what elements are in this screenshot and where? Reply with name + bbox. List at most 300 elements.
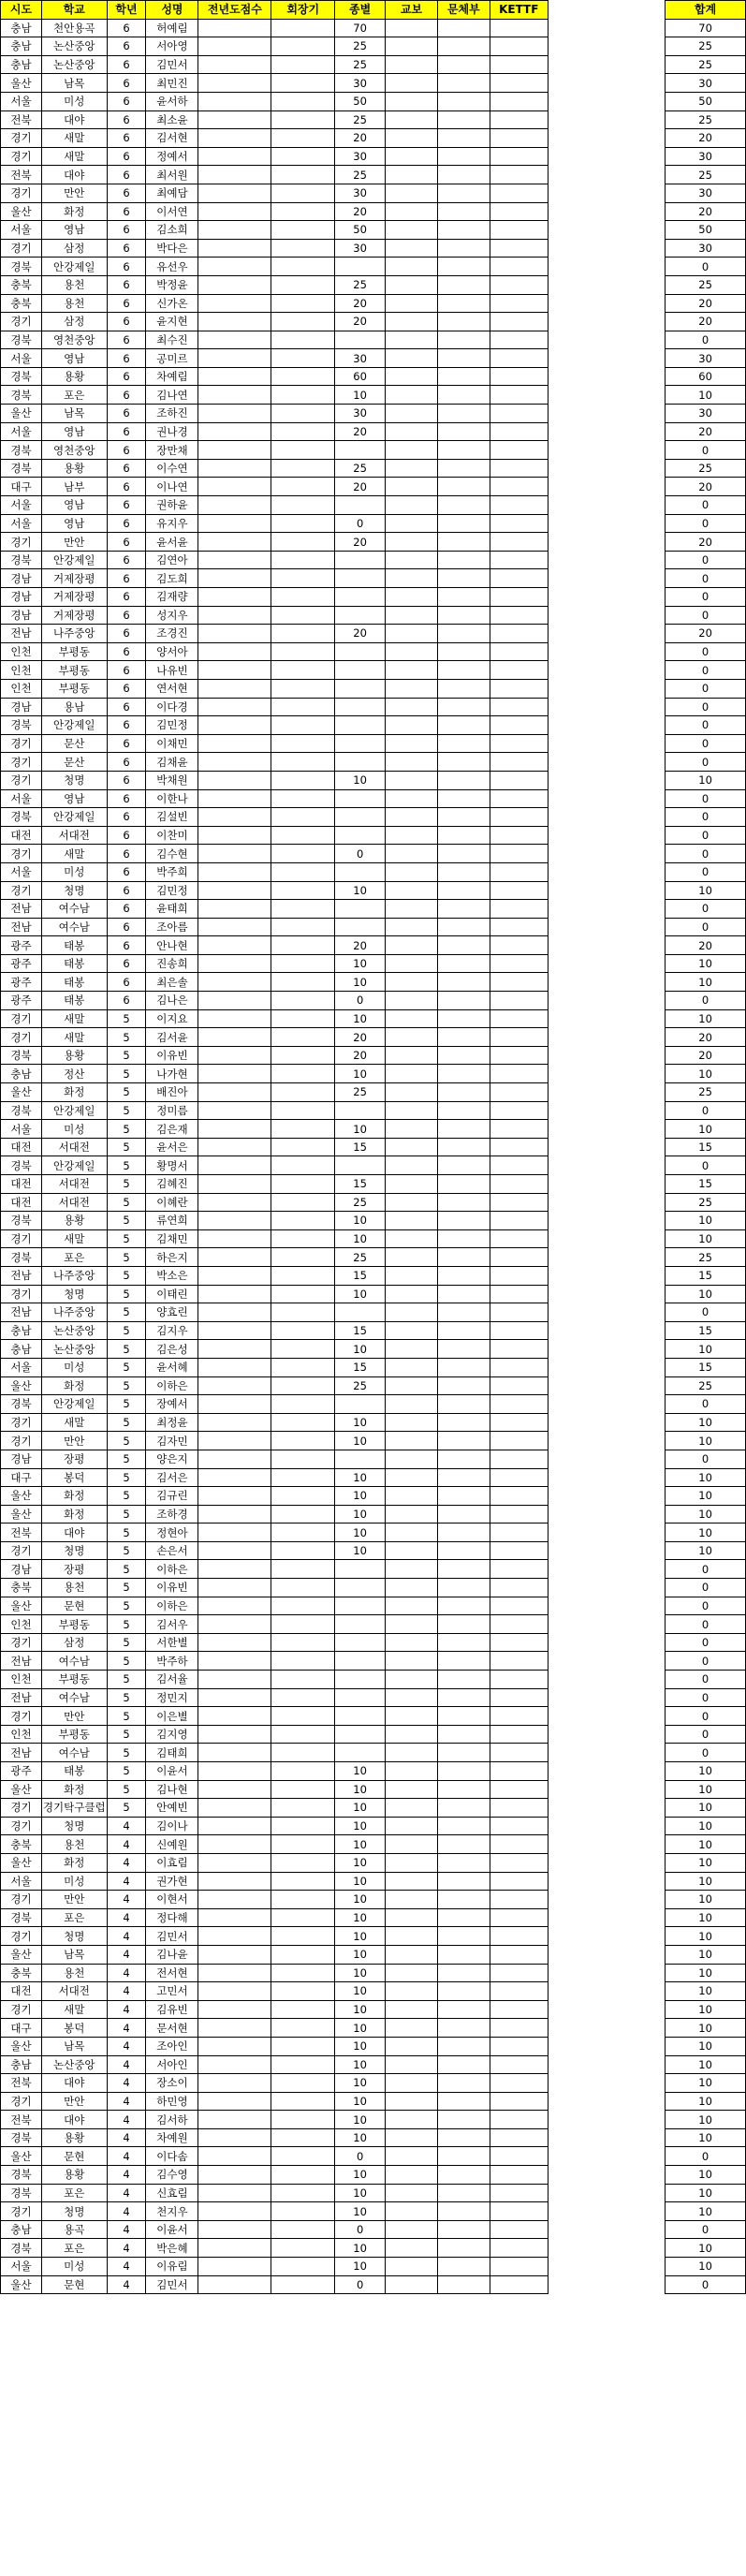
cell-kettf (490, 734, 548, 753)
column-gap (548, 679, 665, 698)
cell-ministry (437, 753, 490, 772)
cell-school: 용황 (41, 2128, 107, 2147)
cell-category: 30 (335, 239, 386, 258)
cell-name: 신예원 (146, 1835, 198, 1854)
cell-kettf (490, 881, 548, 900)
cell-kettf (490, 19, 548, 37)
cell-region: 경기 (1, 881, 42, 900)
cell-region: 전북 (1, 1524, 42, 1542)
cell-name: 최민진 (146, 74, 198, 93)
cell-region: 경기 (1, 1229, 42, 1248)
cell-school: 남목 (41, 74, 107, 93)
cell-school: 새말 (41, 147, 107, 166)
cell-school: 문현 (41, 1597, 107, 1615)
cell-category: 30 (335, 184, 386, 202)
cell-chairman-cup (271, 1340, 335, 1359)
cell-school: 나주중앙 (41, 625, 107, 643)
column-gap (548, 221, 665, 240)
cell-ministry (437, 1982, 490, 2001)
cell-ministry (437, 918, 490, 936)
cell-grade: 4 (107, 2055, 146, 2074)
cell-ministry (437, 642, 490, 661)
cell-chairman-cup (271, 441, 335, 460)
cell-total: 10 (666, 1780, 746, 1799)
cell-name: 유지우 (146, 514, 198, 533)
cell-total: 0 (666, 918, 746, 936)
column-gap (548, 19, 665, 37)
cell-school: 나주중앙 (41, 1303, 107, 1322)
header-grade: 학년 (107, 1, 146, 20)
cell-region: 울산 (1, 74, 42, 93)
cell-ministry (437, 1927, 490, 1946)
cell-grade: 4 (107, 2111, 146, 2129)
cell-kettf (490, 441, 548, 460)
table-row (1, 1046, 746, 1065)
cell-name: 성지우 (146, 606, 198, 625)
cell-kyobo (386, 367, 438, 386)
cell-region: 경남 (1, 588, 42, 607)
table-row (1, 349, 746, 368)
cell-ministry (437, 331, 490, 349)
cell-category: 60 (335, 367, 386, 386)
cell-school: 여수남 (41, 1688, 107, 1707)
cell-school: 청명 (41, 1541, 107, 1560)
cell-kyobo (386, 569, 438, 588)
cell-name: 정민지 (146, 1688, 198, 1707)
cell-ministry (437, 1725, 490, 1744)
cell-kyobo (386, 992, 438, 1010)
cell-kyobo (386, 1725, 438, 1744)
cell-prev-score (198, 1285, 271, 1303)
cell-kyobo (386, 2184, 438, 2202)
cell-chairman-cup (271, 936, 335, 955)
column-gap (548, 1908, 665, 1927)
cell-grade: 5 (107, 1101, 146, 1120)
cell-kettf (490, 918, 548, 936)
cell-total: 10 (666, 2092, 746, 2111)
cell-kettf (490, 936, 548, 955)
cell-total: 0 (666, 808, 746, 827)
cell-kyobo (386, 1340, 438, 1359)
table-row (1, 514, 746, 533)
cell-ministry (437, 1321, 490, 1340)
column-gap (548, 1303, 665, 1322)
cell-region: 경북 (1, 459, 42, 478)
cell-prev-score (198, 147, 271, 166)
cell-category: 10 (335, 1120, 386, 1139)
cell-category: 10 (335, 954, 386, 973)
cell-name: 이채민 (146, 734, 198, 753)
cell-chairman-cup (271, 661, 335, 680)
cell-prev-score (198, 1229, 271, 1248)
cell-school: 화정 (41, 1083, 107, 1102)
cell-school: 만안 (41, 533, 107, 552)
cell-grade: 6 (107, 954, 146, 973)
cell-name: 조아인 (146, 2037, 198, 2055)
cell-ministry (437, 1083, 490, 1102)
cell-prev-score (198, 405, 271, 423)
cell-kettf (490, 1138, 548, 1156)
column-gap (548, 1744, 665, 1762)
cell-prev-score (198, 349, 271, 368)
cell-kyobo (386, 1266, 438, 1285)
cell-grade: 4 (107, 1908, 146, 1927)
cell-name: 김나윤 (146, 1945, 198, 1964)
cell-chairman-cup (271, 1009, 335, 1028)
cell-grade: 6 (107, 918, 146, 936)
cell-total: 20 (666, 625, 746, 643)
cell-grade: 6 (107, 386, 146, 405)
cell-prev-score (198, 110, 271, 129)
cell-name: 연서현 (146, 679, 198, 698)
cell-grade: 6 (107, 74, 146, 93)
cell-total: 10 (666, 2239, 746, 2258)
column-gap (548, 2184, 665, 2202)
cell-kettf (490, 147, 548, 166)
cell-category: 10 (335, 1872, 386, 1891)
header-total: 합계 (666, 1, 746, 20)
cell-ministry (437, 1120, 490, 1139)
cell-grade: 6 (107, 147, 146, 166)
cell-name: 나유빈 (146, 661, 198, 680)
cell-school: 영천중앙 (41, 441, 107, 460)
cell-ministry (437, 1579, 490, 1597)
cell-ministry (437, 2000, 490, 2019)
cell-chairman-cup (271, 2275, 335, 2294)
column-gap (548, 881, 665, 900)
cell-name: 김나연 (146, 386, 198, 405)
cell-grade: 6 (107, 331, 146, 349)
column-gap (548, 2111, 665, 2129)
cell-kettf (490, 1835, 548, 1854)
cell-total: 25 (666, 1083, 746, 1102)
cell-name: 이윤서 (146, 1762, 198, 1781)
cell-grade: 6 (107, 92, 146, 110)
cell-ministry (437, 992, 490, 1010)
cell-school: 용천 (41, 1964, 107, 1982)
cell-chairman-cup (271, 1541, 335, 1560)
cell-grade: 5 (107, 1707, 146, 1726)
cell-chairman-cup (271, 129, 335, 148)
cell-prev-score (198, 1835, 271, 1854)
cell-region: 울산 (1, 1945, 42, 1964)
cell-total: 10 (666, 1853, 746, 1872)
cell-ministry (437, 2220, 490, 2239)
cell-school: 청명 (41, 2202, 107, 2221)
column-gap (548, 184, 665, 202)
cell-chairman-cup (271, 2147, 335, 2166)
cell-grade: 5 (107, 1321, 146, 1340)
cell-kyobo (386, 55, 438, 74)
cell-prev-score (198, 1212, 271, 1230)
cell-total: 10 (666, 2184, 746, 2202)
cell-kyobo (386, 533, 438, 552)
column-gap (548, 789, 665, 808)
cell-chairman-cup (271, 1376, 335, 1395)
column-gap (548, 1853, 665, 1872)
cell-chairman-cup (271, 642, 335, 661)
cell-chairman-cup (271, 533, 335, 552)
cell-grade: 5 (107, 1579, 146, 1597)
cell-ministry (437, 147, 490, 166)
cell-ministry (437, 367, 490, 386)
cell-name: 양서아 (146, 642, 198, 661)
cell-kyobo (386, 936, 438, 955)
header-kyobo: 교보 (386, 1, 438, 20)
column-gap (548, 496, 665, 515)
cell-grade: 5 (107, 1744, 146, 1762)
cell-ministry (437, 2092, 490, 2111)
cell-category (335, 1303, 386, 1322)
cell-kyobo (386, 881, 438, 900)
cell-kettf (490, 1450, 548, 1468)
cell-kettf (490, 1579, 548, 1597)
cell-kettf (490, 661, 548, 680)
table-row (1, 1120, 746, 1139)
cell-ministry (437, 349, 490, 368)
cell-category (335, 1725, 386, 1744)
cell-chairman-cup (271, 973, 335, 992)
cell-grade: 6 (107, 496, 146, 515)
cell-total: 0 (666, 900, 746, 919)
cell-total: 10 (666, 954, 746, 973)
cell-category (335, 569, 386, 588)
column-gap (548, 2019, 665, 2038)
cell-prev-score (198, 313, 271, 331)
column-gap (548, 331, 665, 349)
cell-total: 0 (666, 698, 746, 716)
cell-ministry (437, 239, 490, 258)
cell-ministry (437, 1138, 490, 1156)
cell-ministry (437, 1597, 490, 1615)
cell-prev-score (198, 771, 271, 789)
cell-school: 청명 (41, 771, 107, 789)
cell-kyobo (386, 808, 438, 827)
cell-kyobo (386, 1853, 438, 1872)
cell-chairman-cup (271, 1156, 335, 1175)
table-row (1, 55, 746, 74)
cell-kettf (490, 808, 548, 827)
cell-school: 삼정 (41, 1633, 107, 1652)
cell-prev-score (198, 1945, 271, 1964)
cell-kettf (490, 1009, 548, 1028)
cell-category: 10 (335, 1009, 386, 1028)
cell-total: 0 (666, 1744, 746, 1762)
cell-total: 10 (666, 2111, 746, 2129)
cell-name: 정미름 (146, 1101, 198, 1120)
cell-region: 충남 (1, 37, 42, 56)
cell-school: 새말 (41, 1413, 107, 1432)
cell-total: 20 (666, 294, 746, 313)
cell-ministry (437, 1248, 490, 1267)
cell-kyobo (386, 2111, 438, 2129)
header-chairman-cup: 회장기 (271, 1, 335, 20)
cell-kyobo (386, 1395, 438, 1414)
cell-school: 논산중앙 (41, 37, 107, 56)
cell-school: 장평 (41, 1450, 107, 1468)
cell-prev-score (198, 1560, 271, 1579)
cell-chairman-cup (271, 1229, 335, 1248)
cell-prev-score (198, 588, 271, 607)
cell-category (335, 918, 386, 936)
cell-prev-score (198, 166, 271, 184)
column-gap (548, 2128, 665, 2147)
cell-prev-score (198, 1487, 271, 1506)
cell-name: 이지요 (146, 1009, 198, 1028)
cell-kyobo (386, 2220, 438, 2239)
cell-category: 10 (335, 2111, 386, 2129)
column-gap (548, 1872, 665, 1891)
cell-school: 논산중앙 (41, 2055, 107, 2074)
cell-kyobo (386, 2239, 438, 2258)
cell-school: 새말 (41, 845, 107, 863)
cell-category: 25 (335, 110, 386, 129)
cell-region: 울산 (1, 1376, 42, 1395)
cell-name: 김민서 (146, 55, 198, 74)
cell-school: 청명 (41, 1927, 107, 1946)
column-gap (548, 1009, 665, 1028)
cell-total: 0 (666, 1615, 746, 1634)
cell-prev-score (198, 881, 271, 900)
cell-school: 남목 (41, 2037, 107, 2055)
cell-chairman-cup (271, 679, 335, 698)
cell-category (335, 753, 386, 772)
cell-category: 10 (335, 2202, 386, 2221)
column-gap (548, 110, 665, 129)
cell-region: 충남 (1, 19, 42, 37)
cell-region: 전북 (1, 2074, 42, 2093)
cell-chairman-cup (271, 1432, 335, 1450)
cell-kyobo (386, 1175, 438, 1194)
table-row (1, 588, 746, 607)
cell-total: 0 (666, 734, 746, 753)
table-row (1, 1725, 746, 1744)
cell-kettf (490, 954, 548, 973)
cell-prev-score (198, 2111, 271, 2129)
cell-prev-score (198, 2000, 271, 2019)
column-gap (548, 478, 665, 496)
table-row (1, 239, 746, 258)
cell-kettf (490, 386, 548, 405)
cell-region: 울산 (1, 1853, 42, 1872)
cell-ministry (437, 1524, 490, 1542)
cell-kettf (490, 992, 548, 1010)
cell-grade: 6 (107, 862, 146, 881)
cell-category: 20 (335, 625, 386, 643)
cell-region: 경기 (1, 313, 42, 331)
cell-total: 10 (666, 1340, 746, 1359)
column-gap (548, 771, 665, 789)
table-row (1, 625, 746, 643)
cell-prev-score (198, 2239, 271, 2258)
cell-ministry (437, 1671, 490, 1689)
table-row (1, 569, 746, 588)
cell-region: 경기 (1, 1799, 42, 1818)
cell-prev-score (198, 2166, 271, 2185)
cell-chairman-cup (271, 1891, 335, 1909)
cell-prev-score (198, 954, 271, 973)
cell-name: 김유빈 (146, 2000, 198, 2019)
table-row (1, 294, 746, 313)
cell-prev-score (198, 1744, 271, 1762)
cell-name: 이윤서 (146, 2220, 198, 2239)
cell-grade: 6 (107, 275, 146, 294)
cell-grade: 4 (107, 2202, 146, 2221)
cell-region: 경기 (1, 239, 42, 258)
table-row (1, 1175, 746, 1194)
cell-kettf (490, 789, 548, 808)
cell-category (335, 1688, 386, 1707)
cell-chairman-cup (271, 422, 335, 441)
cell-name: 이유빈 (146, 1579, 198, 1597)
cell-category: 10 (335, 1340, 386, 1359)
cell-prev-score (198, 1468, 271, 1487)
cell-name: 이다경 (146, 698, 198, 716)
cell-category (335, 661, 386, 680)
cell-kettf (490, 1652, 548, 1671)
cell-total: 70 (666, 19, 746, 37)
cell-name: 나가현 (146, 1065, 198, 1083)
cell-kettf (490, 1891, 548, 1909)
cell-name: 김민서 (146, 1927, 198, 1946)
cell-school: 안강제일 (41, 1156, 107, 1175)
cell-kettf (490, 37, 548, 56)
cell-chairman-cup (271, 55, 335, 74)
cell-chairman-cup (271, 753, 335, 772)
cell-ministry (437, 1229, 490, 1248)
table-row (1, 110, 746, 129)
cell-grade: 6 (107, 973, 146, 992)
cell-total: 10 (666, 1065, 746, 1083)
cell-kettf (490, 405, 548, 423)
cell-ministry (437, 74, 490, 93)
cell-chairman-cup (271, 1450, 335, 1468)
cell-region: 경기 (1, 1891, 42, 1909)
cell-prev-score (198, 862, 271, 881)
cell-total: 0 (666, 661, 746, 680)
cell-ministry (437, 973, 490, 992)
cell-ministry (437, 129, 490, 148)
cell-region: 서울 (1, 221, 42, 240)
cell-school: 만안 (41, 2092, 107, 2111)
column-gap (548, 533, 665, 552)
cell-grade: 5 (107, 1633, 146, 1652)
cell-region: 충남 (1, 55, 42, 74)
cell-region: 충북 (1, 1835, 42, 1854)
cell-name: 박채원 (146, 771, 198, 789)
table-row (1, 1212, 746, 1230)
table-row (1, 2000, 746, 2019)
cell-name: 이나연 (146, 478, 198, 496)
cell-grade: 4 (107, 1945, 146, 1964)
cell-name: 배진아 (146, 1083, 198, 1102)
cell-region: 경기 (1, 184, 42, 202)
column-gap (548, 1927, 665, 1946)
cell-school: 부평동 (41, 1725, 107, 1744)
cell-name: 김태희 (146, 1744, 198, 1762)
cell-prev-score (198, 184, 271, 202)
cell-kyobo (386, 2202, 438, 2221)
cell-region: 인천 (1, 661, 42, 680)
cell-region: 경북 (1, 386, 42, 405)
cell-kettf (490, 1340, 548, 1359)
cell-kyobo (386, 1413, 438, 1432)
cell-chairman-cup (271, 1799, 335, 1818)
cell-category (335, 1633, 386, 1652)
cell-category (335, 551, 386, 569)
cell-ministry (437, 1872, 490, 1891)
cell-prev-score (198, 1652, 271, 1671)
